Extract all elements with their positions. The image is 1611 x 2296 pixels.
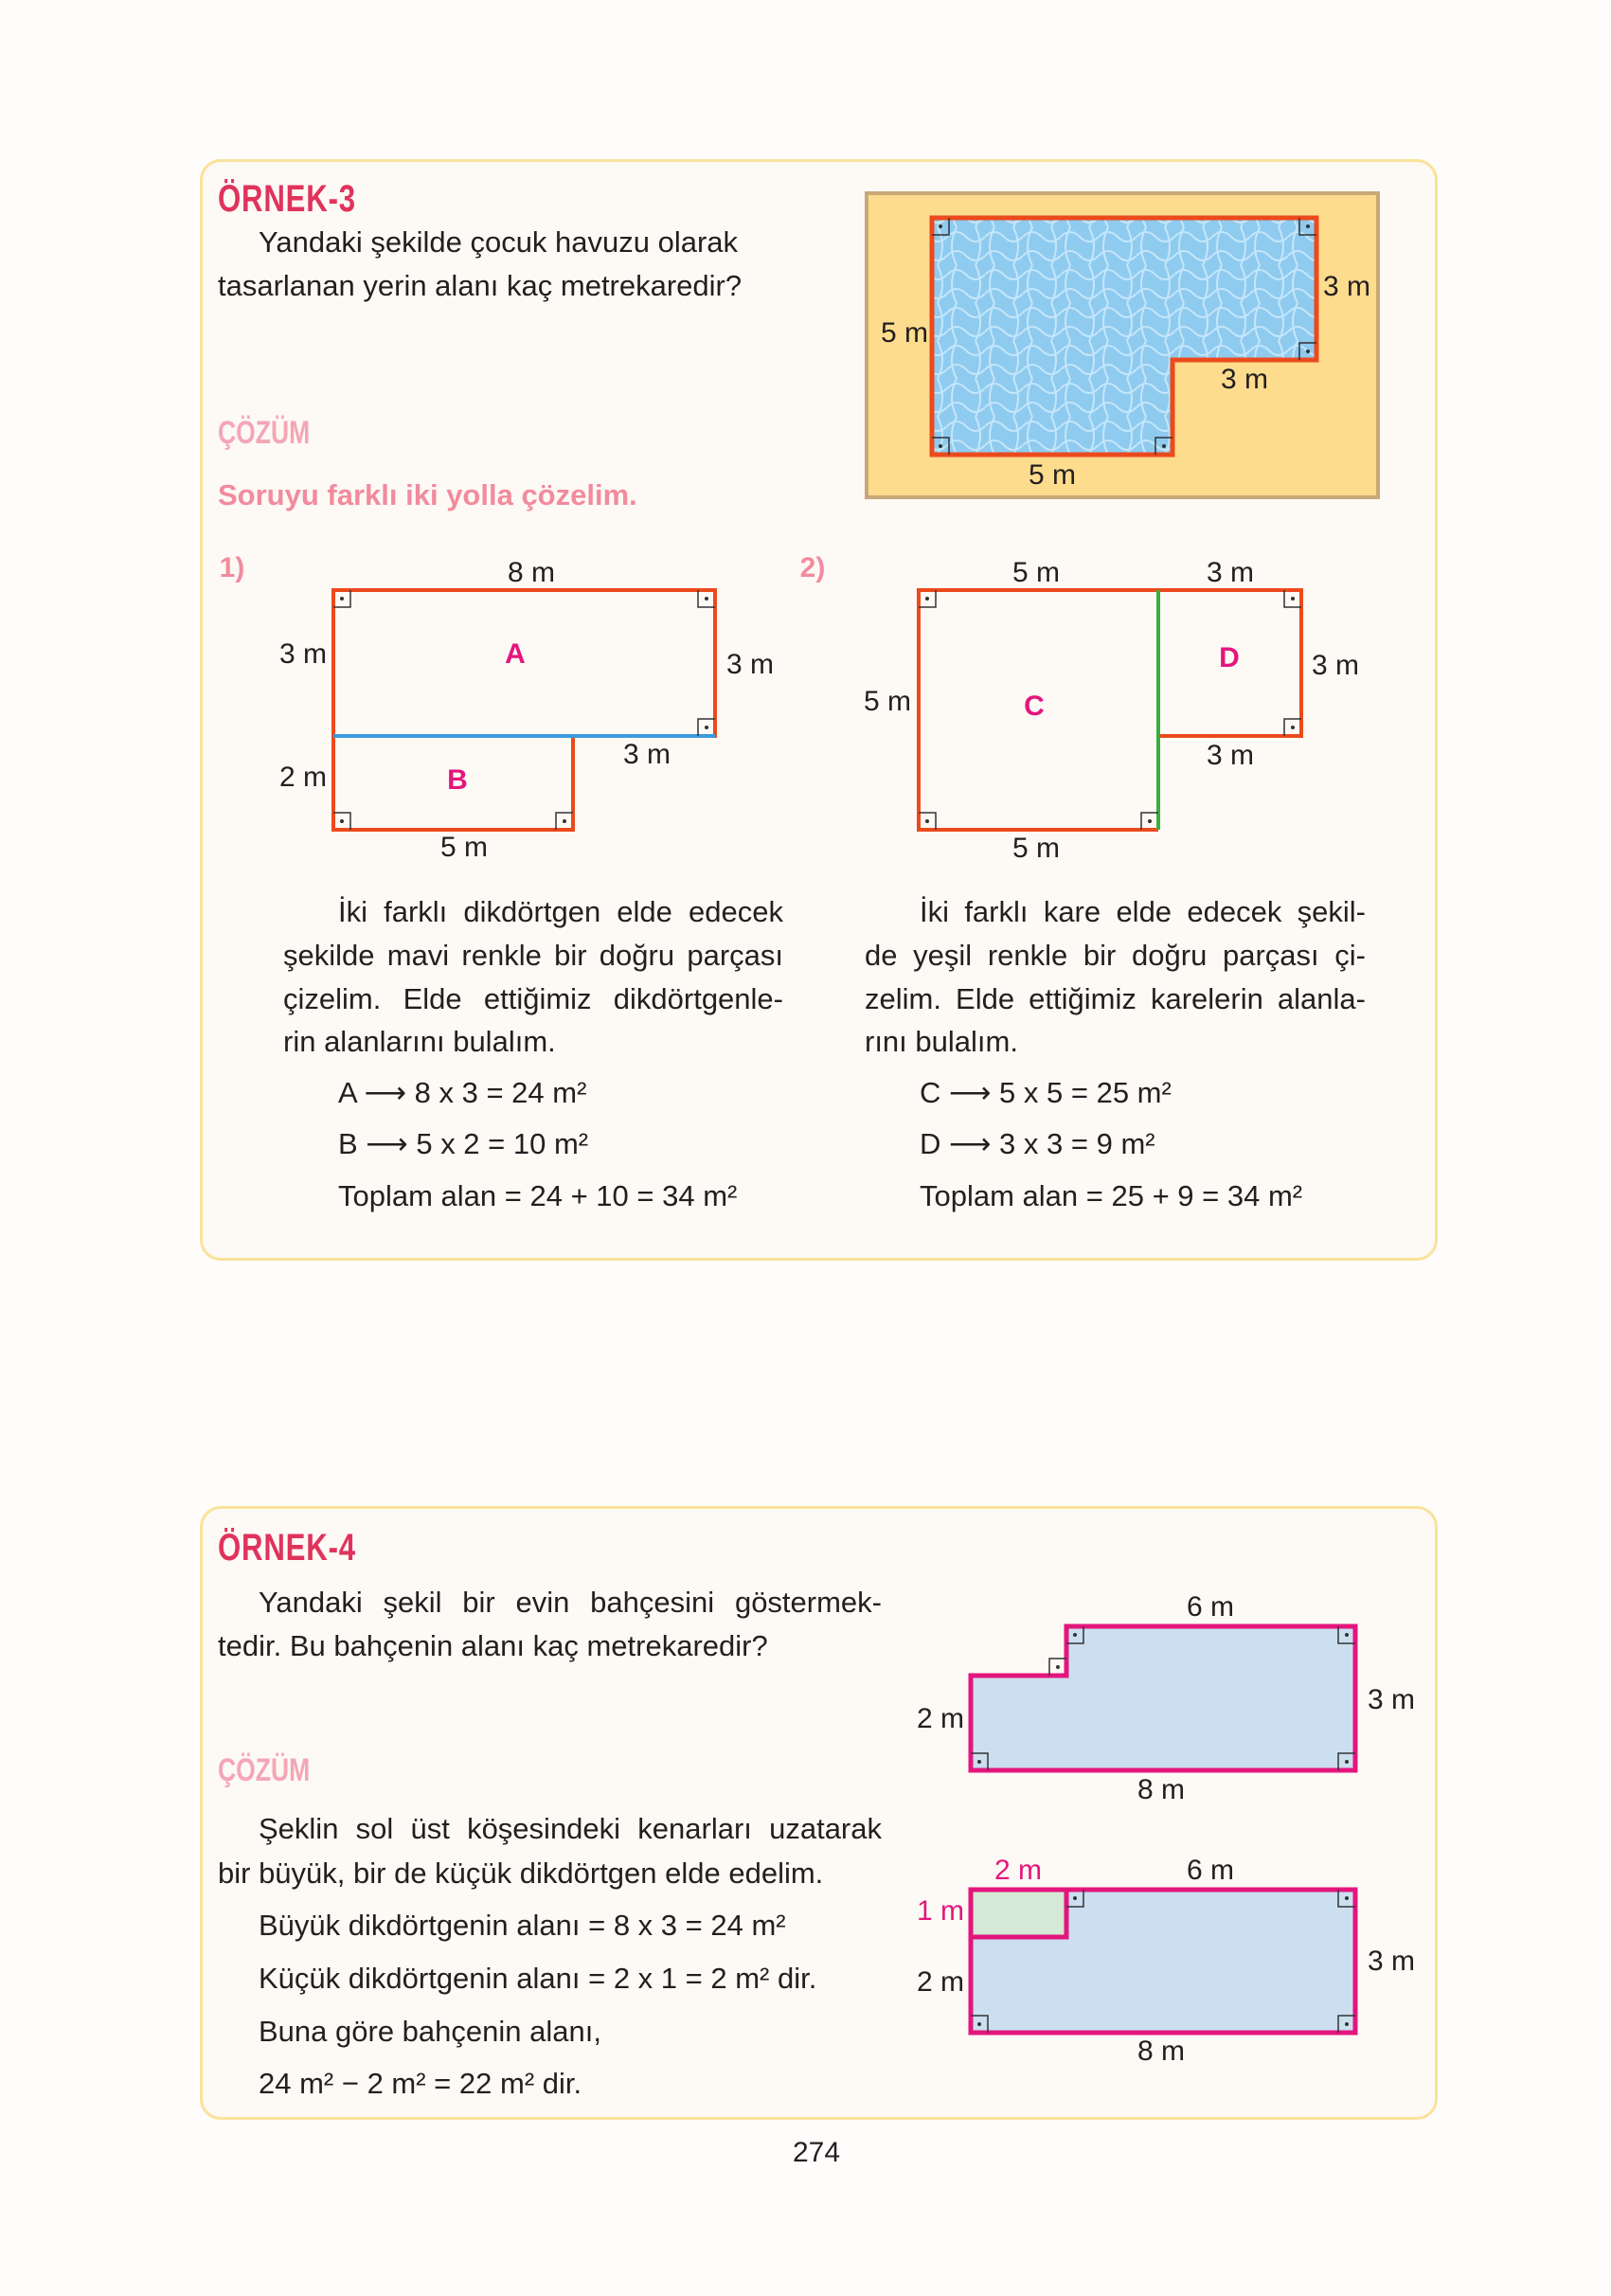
right-angle-dot: [1306, 224, 1310, 228]
label: 2 m: [916, 1703, 965, 1734]
right-angle-dot: [1056, 1665, 1060, 1669]
garden-shape: [971, 1626, 1355, 1770]
example-3-title: ÖRNEK-3: [218, 178, 356, 220]
method-1-number: 1): [219, 552, 245, 583]
method-2-text: rını bulalım.: [865, 1025, 1018, 1058]
page-number: 274: [792, 2137, 841, 2168]
label: 5 m: [1011, 557, 1061, 588]
question-line: tasarlanan yerin alanı kaç metrekaredir?: [218, 269, 743, 302]
method-2-text: zelim. Elde ettiğimiz karelerin alanla-: [865, 982, 1366, 1015]
example-4-title: ÖRNEK-4: [218, 1527, 356, 1569]
method-1-text: şekilde mavi renkle bir doğru parçası: [283, 939, 783, 972]
method-2-number: 2): [799, 552, 826, 583]
label: 3 m: [1367, 1684, 1416, 1715]
pool-label-bottom: 5 m: [1028, 459, 1077, 491]
label: 8 m: [1137, 2036, 1186, 2067]
label: 8 m: [507, 557, 556, 588]
label: 3 m: [1206, 740, 1255, 771]
method-1-text: İki farklı dikdörtgen elde edecek: [338, 895, 783, 928]
right-angle-dot: [1073, 1896, 1077, 1900]
solution-label: ÇÖZÜM: [218, 415, 311, 451]
right-angle-dot: [1345, 1896, 1349, 1900]
question-line: Yandaki şekil bir evin bahçesini göstermek-: [259, 1586, 882, 1619]
solution-label: ÇÖZÜM: [218, 1752, 311, 1788]
label: 3 m: [278, 638, 328, 670]
label: 3 m: [725, 649, 775, 680]
method-1-formula: B ⟶ 5 x 2 = 10 m²: [338, 1127, 589, 1160]
pool-label-right: 3 m: [1322, 271, 1371, 302]
method-2-total: Toplam alan = 25 + 9 = 34 m²: [920, 1179, 1303, 1212]
label: 3 m: [1367, 1946, 1416, 1977]
label: 3 m: [1206, 557, 1255, 588]
label: 3 m: [622, 739, 671, 770]
label: 5 m: [863, 686, 912, 717]
label: 2 m: [993, 1855, 1043, 1886]
solution-result: 24 m² − 2 m² = 22 m² dir.: [259, 2067, 582, 2100]
right-angle-dot: [1345, 1633, 1349, 1637]
right-angle-dot: [1073, 1633, 1077, 1637]
label: 2 m: [278, 762, 328, 793]
right-angle-dot: [1345, 1760, 1349, 1764]
solution-line: Buna göre bahçenin alanı,: [259, 2015, 601, 2048]
label: 6 m: [1186, 1855, 1235, 1886]
right-angle-dot: [1148, 819, 1152, 823]
solution-line: Küçük dikdörtgenin alanı = 2 x 1 = 2 m² dir.: [259, 1962, 817, 1995]
method-1-text: çizelim. Elde ettiğimiz dikdörtgenle-: [283, 982, 783, 1015]
right-angle-dot: [705, 597, 708, 601]
right-angle-dot: [939, 224, 942, 228]
solution-line: Şeklin sol üst köşesindeki kenarları uzatarak: [259, 1812, 882, 1845]
right-angle-dot: [340, 597, 344, 601]
pool-label-step: 3 m: [1220, 364, 1269, 395]
question-line: Yandaki şekilde çocuk havuzu olarak: [259, 225, 739, 259]
right-angle-dot: [563, 819, 566, 823]
method-2-formula: D ⟶ 3 x 3 = 9 m²: [920, 1127, 1155, 1160]
label: 8 m: [1137, 1774, 1186, 1805]
solution-intro: Soruyu farklı iki yolla çözelim.: [218, 478, 637, 511]
right-angle-dot: [1291, 726, 1295, 729]
small-rectangle: [971, 1890, 1066, 1937]
right-angle-dot: [1306, 350, 1310, 353]
right-angle-dot: [925, 819, 929, 823]
right-angle-dot: [977, 1760, 981, 1764]
right-angle-dot: [340, 819, 344, 823]
solution-line: bir büyük, bir de küçük dikdörtgen elde edelim.: [218, 1857, 824, 1890]
right-angle-dot: [925, 597, 929, 601]
label: 1 m: [916, 1895, 965, 1927]
pool-label-left: 5 m: [880, 317, 929, 349]
method-1-formula: A ⟶ 8 x 3 = 24 m²: [338, 1076, 587, 1109]
method-2-formula: C ⟶ 5 x 5 = 25 m²: [920, 1076, 1172, 1109]
label-b: B: [447, 764, 468, 796]
label: 6 m: [1186, 1591, 1235, 1623]
right-angle-dot: [1291, 597, 1295, 601]
right-angle-dot: [977, 2022, 981, 2026]
label-d: D: [1219, 642, 1240, 673]
question-line: tedir. Bu bahçenin alanı kaç metrekaredir?: [218, 1629, 768, 1662]
label: 2 m: [916, 1966, 965, 1998]
right-angle-dot: [1162, 444, 1166, 448]
label: 5 m: [439, 832, 489, 863]
right-angle-dot: [705, 726, 708, 729]
method-2-text: İki farklı kare elde edecek şekil-: [920, 895, 1366, 928]
method-1-total: Toplam alan = 24 + 10 = 34 m²: [338, 1179, 738, 1212]
method-1-text: rin alanlarını bulalım.: [283, 1025, 556, 1058]
label: 3 m: [1311, 650, 1360, 681]
right-angle-dot: [1345, 2022, 1349, 2026]
solution-line: Büyük dikdörtgenin alanı = 8 x 3 = 24 m²: [259, 1909, 786, 1942]
label: 5 m: [1011, 833, 1061, 864]
right-angle-dot: [939, 444, 942, 448]
label-c: C: [1024, 691, 1045, 722]
label-a: A: [505, 638, 526, 670]
method-2-text: de yeşil renkle bir doğru parçası çi-: [865, 939, 1366, 972]
